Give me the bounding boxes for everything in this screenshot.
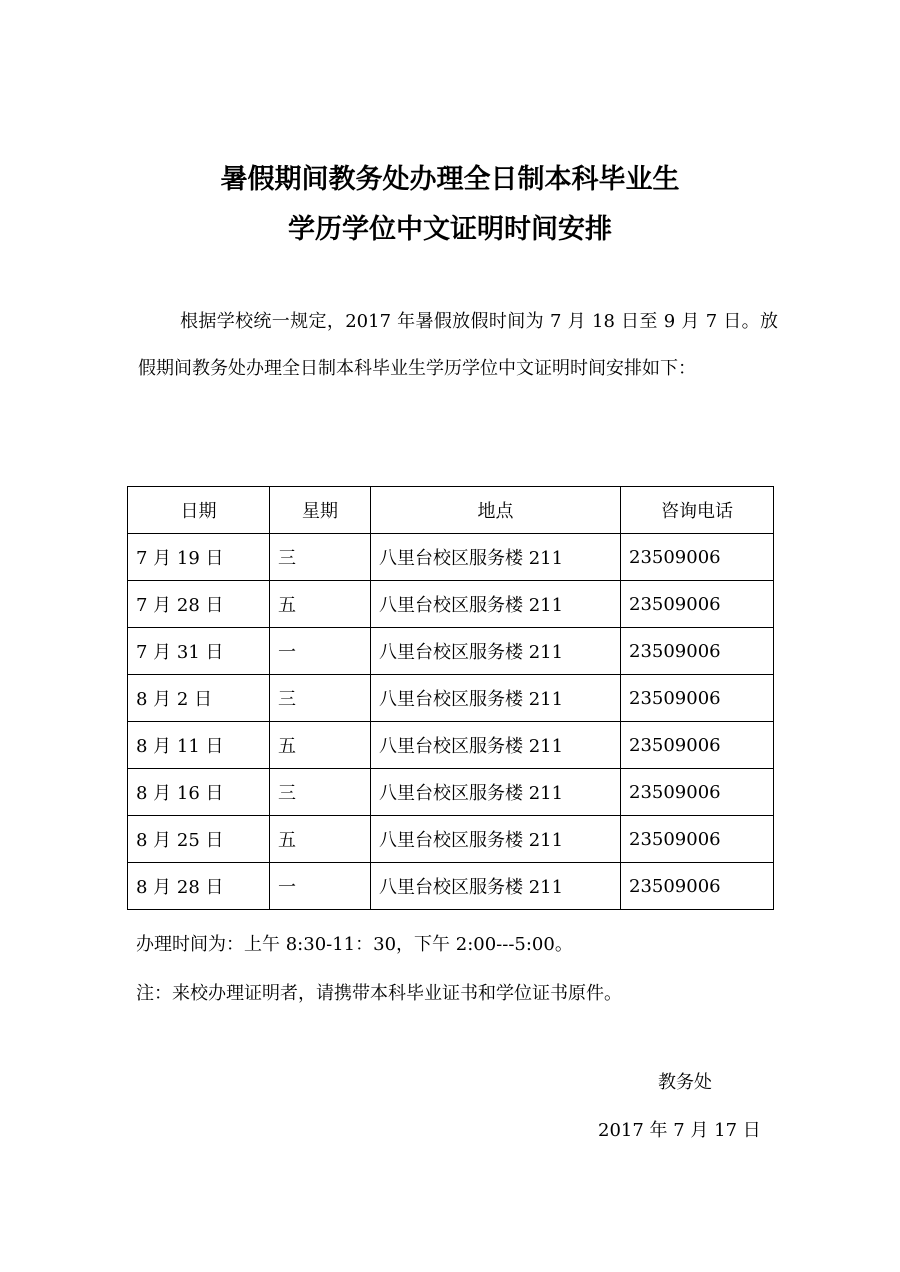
cell-phone: 23509006 xyxy=(621,863,774,910)
cell-weekday: 一 xyxy=(270,863,371,910)
signature-date: 2017 年 7 月 17 日 xyxy=(598,1120,761,1141)
office-hours: 办理时间为：上午 8:30-11：30，下午 2:00---5:00。 xyxy=(136,934,573,955)
table-row xyxy=(128,628,774,675)
cell-weekday: 五 xyxy=(270,722,371,769)
signature-department: 教务处 xyxy=(658,1072,712,1093)
cell-location: 八里台校区服务楼 211 xyxy=(371,863,621,910)
cell-location: 八里台校区服务楼 211 xyxy=(371,769,621,816)
page-title-line-2: 学历学位中文证明时间安排 xyxy=(288,214,612,245)
cell-location: 八里台校区服务楼 211 xyxy=(371,816,621,863)
cell-phone: 23509006 xyxy=(621,816,774,863)
cell-date: 8 月 11 日 xyxy=(128,722,270,769)
cell-location: 八里台校区服务楼 211 xyxy=(371,675,621,722)
page-title-line-1: 暑假期间教务处办理全日制本科毕业生 xyxy=(220,164,680,195)
table-row xyxy=(128,816,774,863)
header-date: 日期 xyxy=(128,487,270,534)
cell-date: 7 月 31 日 xyxy=(128,628,270,675)
intro-paragraph: 根据学校统一规定，2017 年暑假放假时间为 7 月 18 日至 9 月 7 日。放假期间教务处办理全日制本科毕业生学历学位中文证明时间安排如下： xyxy=(138,311,778,379)
cell-weekday: 五 xyxy=(270,816,371,863)
cell-location: 八里台校区服务楼 211 xyxy=(371,581,621,628)
cell-phone: 23509006 xyxy=(621,628,774,675)
cell-weekday: 一 xyxy=(270,628,371,675)
cell-weekday: 五 xyxy=(270,581,371,628)
cell-date: 7 月 19 日 xyxy=(128,534,270,581)
cell-phone: 23509006 xyxy=(621,722,774,769)
cell-weekday: 三 xyxy=(270,534,371,581)
cell-phone: 23509006 xyxy=(621,769,774,816)
cell-weekday: 三 xyxy=(270,769,371,816)
cell-phone: 23509006 xyxy=(621,581,774,628)
cell-date: 8 月 16 日 xyxy=(128,769,270,816)
table-row xyxy=(128,722,774,769)
cell-date: 8 月 28 日 xyxy=(128,863,270,910)
cell-phone: 23509006 xyxy=(621,675,774,722)
table-row xyxy=(128,863,774,910)
header-location: 地点 xyxy=(371,487,621,534)
cell-location: 八里台校区服务楼 211 xyxy=(371,628,621,675)
table-row xyxy=(128,675,774,722)
cell-date: 8 月 2 日 xyxy=(128,675,270,722)
table-header-row xyxy=(128,487,774,534)
cell-date: 8 月 25 日 xyxy=(128,816,270,863)
cell-location: 八里台校区服务楼 211 xyxy=(371,722,621,769)
schedule-table xyxy=(127,486,774,910)
cell-date: 7 月 28 日 xyxy=(128,581,270,628)
note-text: 注：来校办理证明者，请携带本科毕业证书和学位证书原件。 xyxy=(136,983,622,1004)
cell-phone: 23509006 xyxy=(621,534,774,581)
cell-location: 八里台校区服务楼 211 xyxy=(371,534,621,581)
table-row xyxy=(128,581,774,628)
header-weekday: 星期 xyxy=(270,487,371,534)
header-phone: 咨询电话 xyxy=(621,487,774,534)
cell-weekday: 三 xyxy=(270,675,371,722)
table-row xyxy=(128,769,774,816)
table-row xyxy=(128,534,774,581)
